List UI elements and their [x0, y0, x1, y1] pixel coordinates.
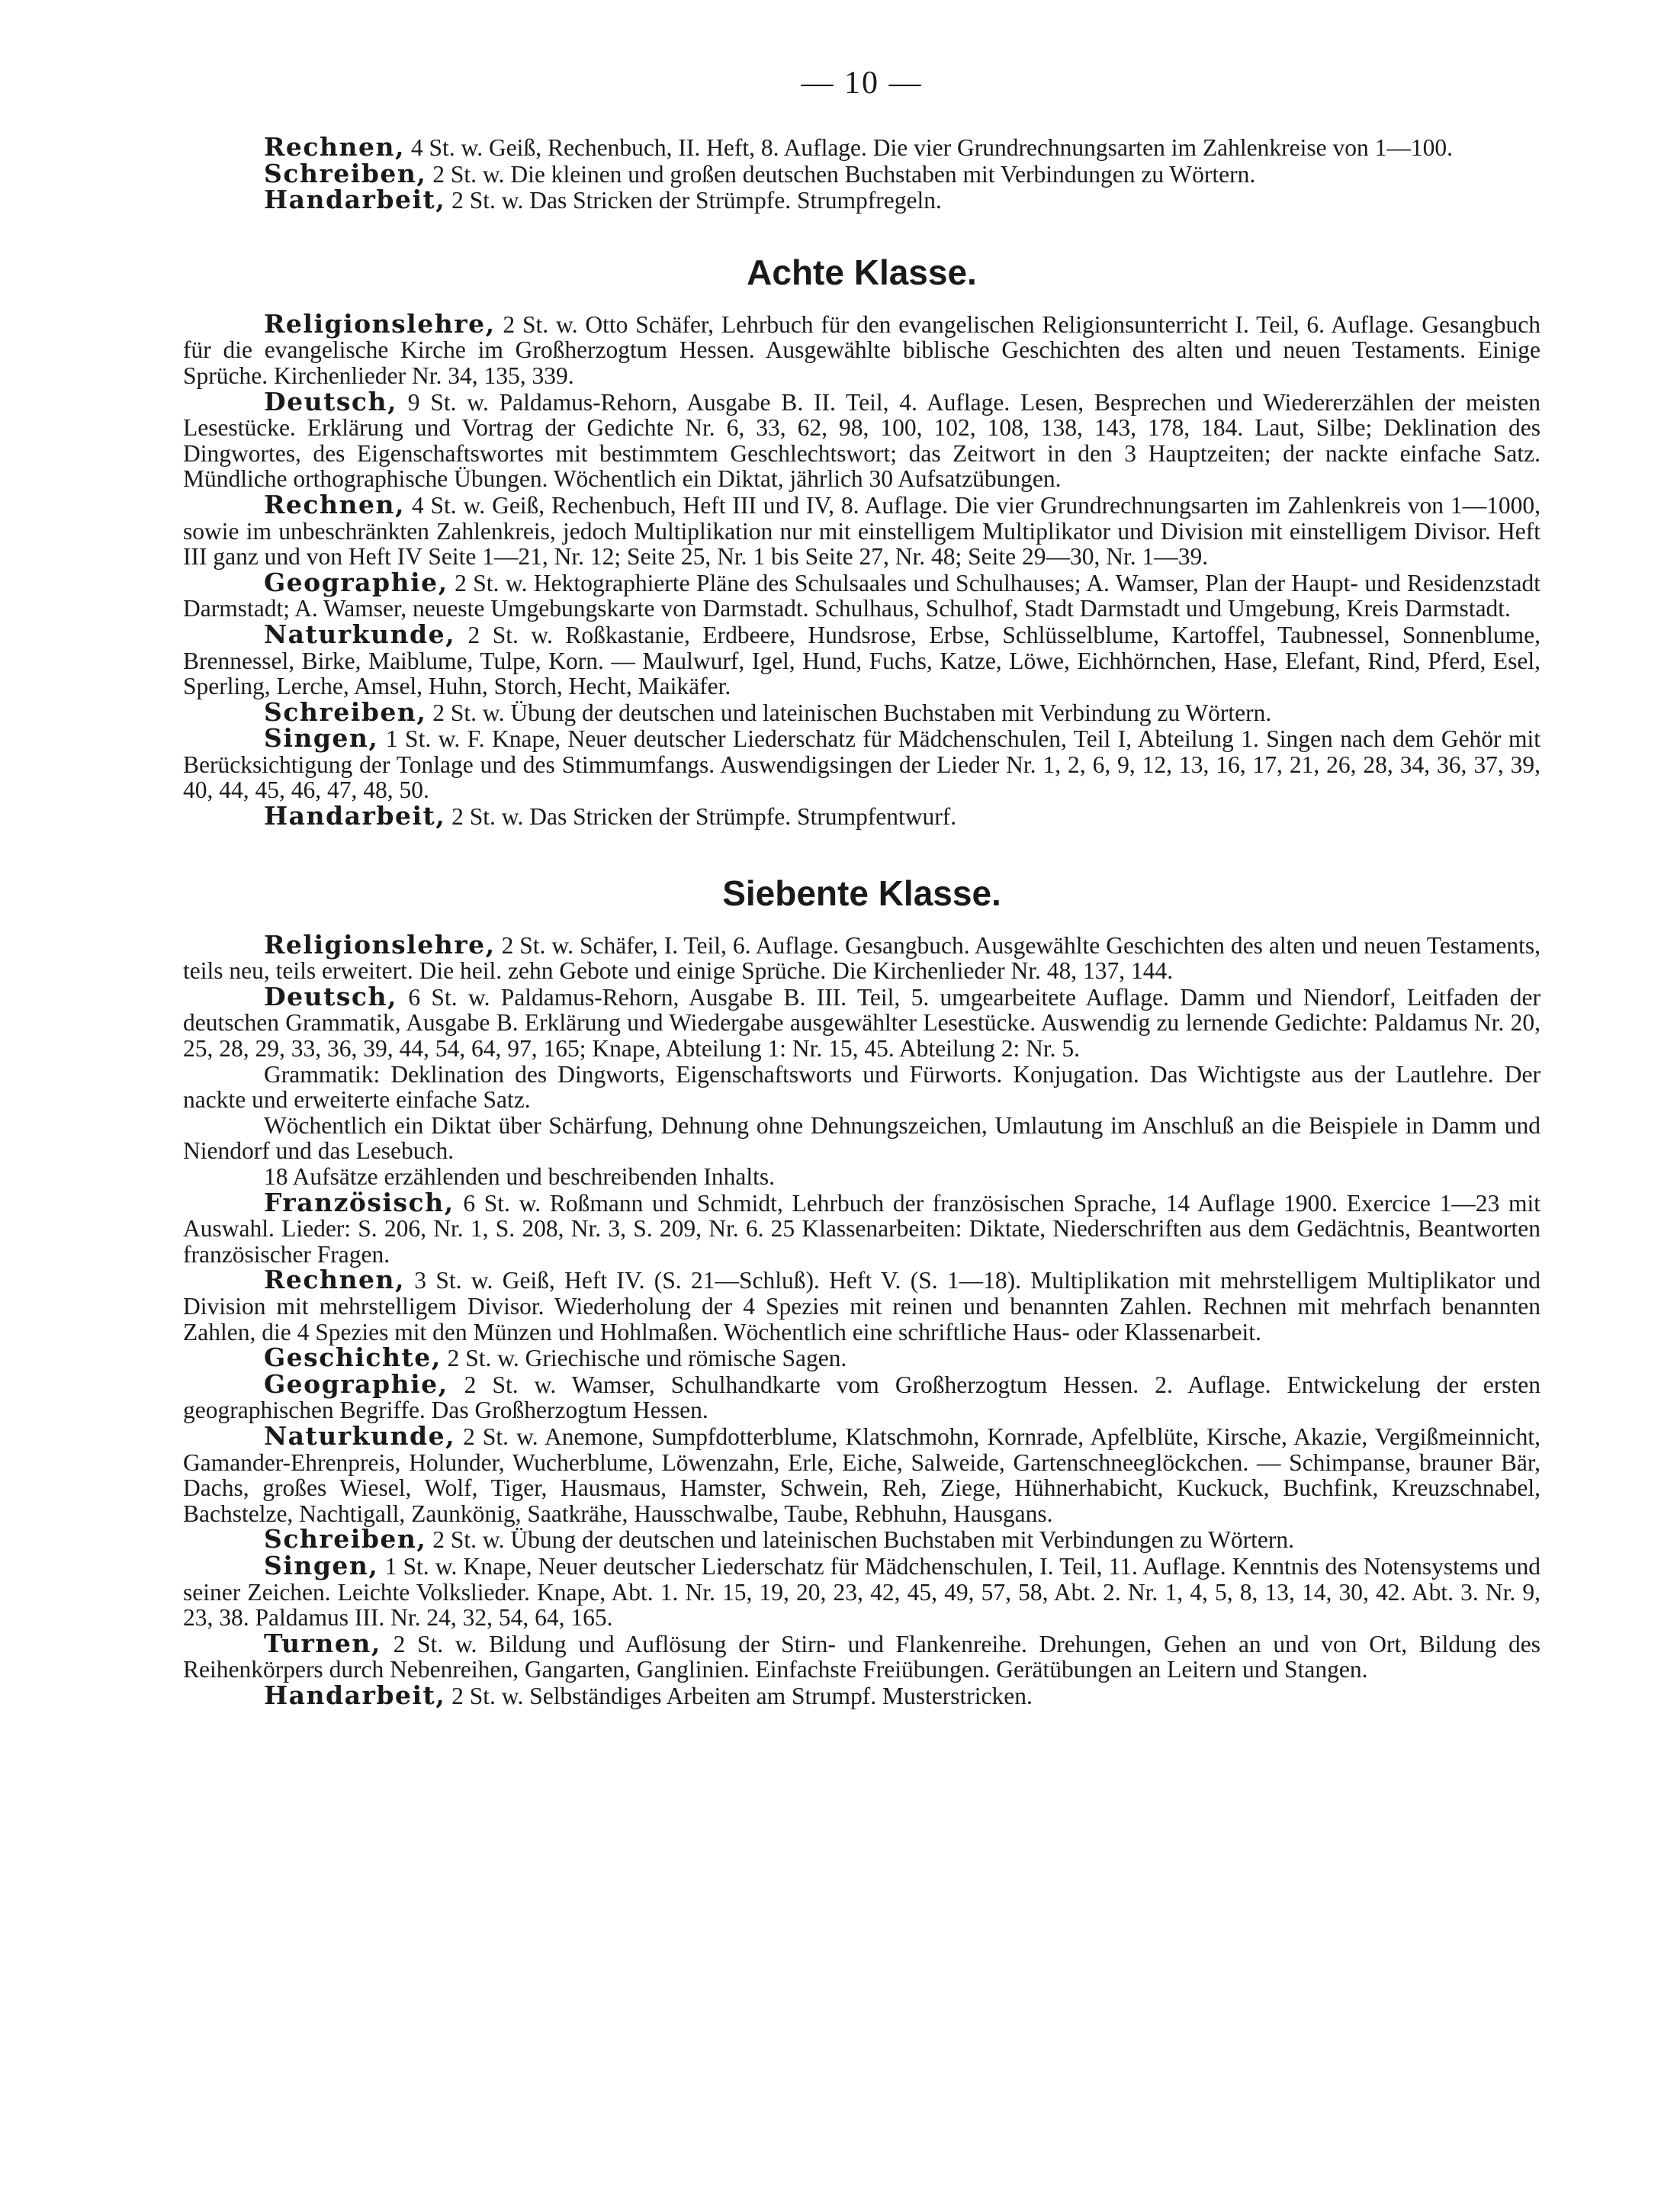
subject-label: Handarbeit, [264, 1680, 446, 1710]
entry-schreiben [183, 696, 1540, 727]
entry-text: 2 St. w. Schäfer, I. Teil, 6. Auflage. Gesangbuch. Ausgewählte Geschichten des alten und neuen Testaments, teils neu, teils erweitert. Die heil. zehn Gebote und einige Sprüche. Die Kirchenlieder Nr. 48, 137, 144. [183, 931, 1540, 985]
subject-label: Turnen, [264, 1628, 381, 1658]
entry-geographie [183, 1368, 1540, 1424]
entry-handarbeit [183, 187, 1540, 214]
entry-text: 18 Aufsätze erzählenden und beschreibenden Inhalts. [264, 1163, 775, 1190]
section-achte-klasse [183, 308, 1540, 831]
entry-text: 2 St. w. Bildung und Auflösung der Stirn- und Flankenreihe. Drehungen, Gehen an und von Ort, Bildung des Reihenkörpers durch Nebenreihen, Gangarten, Ganglinien. Einfachste Freiübungen. Gerätübungen an Leitern und Stangen. [183, 1630, 1540, 1683]
entry-rechnen [183, 134, 1540, 161]
entry-franzoesisch [183, 1187, 1540, 1268]
entry-singen [183, 725, 1540, 803]
subject-label: Handarbeit, [264, 185, 446, 215]
entry-text: 2 St. w. Anemone, Sumpfdotterblume, Klatschmohn, Kornrade, Apfelblüte, Kirsche, Akazie, Vergißmeinnicht, Gamander-Ehrenpreis, Holunder, Wucherblume, Löwenzahn, Erle, Eiche, Salweide, Gartenschneeglöckchen. — Schimpanse, brauner Bär, Dachs, großes Wiesel, Wolf, Tiger, Hausmaus, Hamster, Schwein, Reh, Ziege, Hühnerhabicht, Kuckuck, Buchfink, Kreuzschnabel, Bachstelze, Nachtigall, Zaunkönig, Saatkrähe, Hausschwalbe, Taube, Rebhuhn, Hausgans. [183, 1423, 1540, 1527]
subject-label: Geographie, [264, 567, 448, 597]
entry-handarbeit [183, 803, 1540, 830]
entry-text: 4 St. w. Geiß, Rechenbuch, Heft III und IV, 8. Auflage. Die vier Grundrechnungsarten im Zahlenkreis von 1—1000, sowie im unbeschränkten Zahlenkreis, jedoch Multiplikation nur mit einstelligem Multiplikator und Division mit einstelligem Divisor. Heft III ganz und von Heft IV Seite 1—21, Nr. 12; Seite 25, Nr. 1 bis Seite 27, Nr. 48; Seite 29—30, Nr. 1—39. [183, 491, 1540, 571]
entry-text: 9 St. w. Paldamus-Rehorn, Ausgabe B. II. Teil, 4. Auflage. Lesen, Besprechen und Wiedererzählen der meisten Lesestücke. Erklärung und Vortrag der Gedichte Nr. 6, 33, 62, 98, 100, 102, 108, 138, 143, 178, 184. Laut, Silbe; Deklination des Dingwortes, des Eigenschaftswortes mit bestimmtem Geschlechtswort; das Zeitwort in den 3 Hauptzeiten; der nackte einfache Satz. Mündliche orthographische Übungen. Wöchentlich ein Diktat, jährlich 30 Aufsatzübungen. [183, 388, 1540, 493]
entry-naturkunde [183, 1420, 1540, 1527]
subject-label: Schreiben, [264, 158, 427, 188]
entry-text: Wöchentlich ein Diktat über Schärfung, Dehnung ohne Dehnungszeichen, Umlautung im Anschluß an die Beispiele in Damm und Niendorf und das Lesebuch. [183, 1111, 1540, 1165]
entry-text: 2 St. w. Otto Schäfer, Lehrbuch für den evangelischen Religionsunterricht I. Teil, 6. Auflage. Gesangbuch für die evangelische Kirche im Großherzogtum Hessen. Ausgewählte biblische Geschichten des alten und neuen Testaments. Einige Sprüche. Kirchenlieder Nr. 34, 135, 339. [183, 310, 1540, 389]
section-title-achte-klasse: Achte Klasse. [747, 252, 977, 292]
entry-grammatik [183, 1062, 1540, 1113]
section-siebente-klasse [183, 929, 1540, 1710]
subject-label: Deutsch, [264, 981, 398, 1011]
entry-turnen [183, 1628, 1540, 1683]
subject-label: Singen, [264, 1550, 379, 1580]
subject-label: Geographie, [264, 1368, 448, 1399]
entry-text: 1 St. w. F. Knape, Neuer deutscher Liederschatz für Mädchenschulen, Teil I, Abteilung 1. Singen nach dem Gehör mit Berücksichtigung der Tonlage und des Stimmumfangs. Auswendigsingen der Lieder Nr. 1, 2, 6, 9, 12, 13, 16, 17, 21, 26, 28, 34, 36, 37, 39, 40, 44, 45, 46, 47, 48, 50. [183, 725, 1540, 804]
entry-diktat [183, 1113, 1540, 1164]
entry-text: 2 St. w. Die kleinen und großen deutschen Buchstaben mit Verbindungen zu Wörtern. [426, 160, 1256, 188]
subject-label: Rechnen, [264, 1265, 405, 1295]
subject-label: Singen, [264, 723, 379, 754]
subject-label: Geschichte, [264, 1342, 442, 1373]
entry-rechnen [183, 1267, 1540, 1345]
entry-schreiben [183, 158, 1540, 188]
subject-label: Französisch, [264, 1187, 455, 1217]
subject-label: Rechnen, [264, 132, 405, 162]
entry-text: 3 St. w. Geiß, Heft IV. (S. 21—Schluß). Heft V. (S. 1—18). Multiplikation mit mehrstelligem Multiplikator und Division mit mehrstelligem Divisor. Wiederholung der 4 Spezies mit reinen und benannten Zahlen. Rechnen mit mehrfach benannten Zahlen, die 4 Spezies mit den Münzen und Hohlmaßen. Wöchentlich eine schriftliche Haus- oder Klassenarbeit. [183, 1267, 1540, 1346]
entry-rechnen [183, 489, 1540, 571]
entry-religionslehre [183, 929, 1540, 985]
entry-text: 2 St. w. Wamser, Schulhandkarte vom Großherzogtum Hessen. 2. Auflage. Entwickelung der ersten geographischen Begriffe. Das Großherzogtum Hessen. [183, 1371, 1540, 1424]
entry-text: 2 St. w. Selbständiges Arbeiten am Strumpf. Musterstricken. [445, 1682, 1033, 1709]
entry-geschichte [183, 1342, 1540, 1373]
entry-text: 6 St. w. Paldamus-Rehorn, Ausgabe B. III. Teil, 5. umgearbeitete Auflage. Damm und Niendorf, Leitfaden der deutschen Grammatik, Ausgabe B. Erklärung und Wiedergabe ausgewählter Lesestücke. Auswendig zu lernende Gedichte: Paldamus Nr. 20, 25, 28, 29, 33, 36, 39, 44, 54, 64, 97, 165; Knape, Abteilung 1: Nr. 15, 45. Abteilung 2: Nr. 5. [183, 983, 1540, 1063]
entry-schreiben [183, 1526, 1540, 1553]
subject-label: Schreiben, [264, 1524, 427, 1555]
subject-label: Religionslehre, [264, 308, 496, 339]
entry-religionslehre [183, 308, 1540, 389]
subject-label: Schreiben, [264, 696, 427, 727]
entry-text: 2 St. w. Roßkastanie, Erdbeere, Hundsrose, Erbse, Schlüsselblume, Kartoffel, Taubnessel, Sonnenblume, Brennessel, Birke, Maiblume, Tulpe, Korn. — Maulwurf, Igel, Hund, Fuchs, Katze, Löwe, Eichhörnchen, Hase, Elefant, Rind, Pferd, Esel, Sperling, Lerche, Amsel, Huhn, Storch, Hecht, Maikäfer. [183, 621, 1540, 700]
entry-text: 6 St. w. Roßmann und Schmidt, Lehrbuch der französischen Sprache, 14 Auflage 1900. Exercice 1—23 mit Auswahl. Lieder: S. 206, Nr. 1, S. 208, Nr. 3, S. 209, Nr. 6. 25 Klassenarbeiten: Diktate, Niederschriften aus dem Gedächtnis, Beantworten französischer Fragen. [183, 1189, 1540, 1268]
entry-text: 1 St. w. Knape, Neuer deutscher Liederschatz für Mädchenschulen, I. Teil, 11. Auflage. Kenntnis des Notensystems und seiner Zeichen. Leichte Volkslieder. Knape, Abt. 1. Nr. 15, 19, 20, 23, 42, 45, 49, 57, 58, Abt. 2. Nr. 1, 4, 5, 8, 13, 14, 30, 42. Abt. 3. Nr. 9, 23, 38. Paldamus III. Nr. 24, 32, 54, 64, 165. [183, 1552, 1540, 1632]
subject-label: Handarbeit, [264, 801, 446, 831]
entry-deutsch [183, 981, 1540, 1063]
subject-label: Naturkunde, [264, 619, 456, 649]
intro-entries [183, 134, 1540, 214]
entry-aufsaetze [183, 1164, 1540, 1190]
entry-handarbeit [183, 1680, 1540, 1710]
page [183, 67, 1540, 1709]
entry-singen [183, 1550, 1540, 1632]
entry-text: 2 St. w. Griechische und römische Sagen. [441, 1345, 847, 1372]
entry-text: Grammatik: Deklination des Dingworts, Eigenschaftsworts und Fürworts. Konjugation. Das Wichtigste aus der Lautlehre. Der nackte und erweiterte einfache Satz. [183, 1060, 1540, 1114]
entry-text: 2 St. w. Das Stricken der Strümpfe. Strumpfentwurf. [445, 803, 957, 831]
entry-text: 4 St. w. Geiß, Rechenbuch, II. Heft, 8. Auflage. Die vier Grundrechnungsarten im Zahlenkreise von 1—100. [404, 134, 1453, 161]
page-number: — 10 — [801, 66, 923, 101]
entry-naturkunde [183, 619, 1540, 700]
subject-label: Naturkunde, [264, 1420, 456, 1451]
entry-text: 2 St. w. Hektographierte Pläne des Schulsaales und Schulhauses; A. Wamser, Plan der Haupt- und Residenzstadt Darmstadt; A. Wamser, neueste Umgebungskarte von Darmstadt. Schulhaus, Schulhof, Stadt Darmstadt und Umgebung, Kreis Darmstadt. [183, 569, 1540, 622]
entry-text: 2 St. w. Übung der deutschen und lateinischen Buchstaben mit Verbindung zu Wörtern. [426, 699, 1272, 726]
subject-label: Religionslehre, [264, 929, 496, 960]
subject-label: Deutsch, [264, 386, 398, 416]
entry-text: 2 St. w. Das Stricken der Strümpfe. Strumpfregeln. [445, 187, 942, 214]
entry-deutsch [183, 386, 1540, 493]
section-title-siebente-klasse: Siebente Klasse. [722, 873, 1001, 913]
entry-text: 2 St. w. Übung der deutschen und lateinischen Buchstaben mit Verbindungen zu Wörtern. [426, 1526, 1294, 1554]
subject-label: Rechnen, [264, 489, 405, 519]
entry-geographie [183, 567, 1540, 622]
